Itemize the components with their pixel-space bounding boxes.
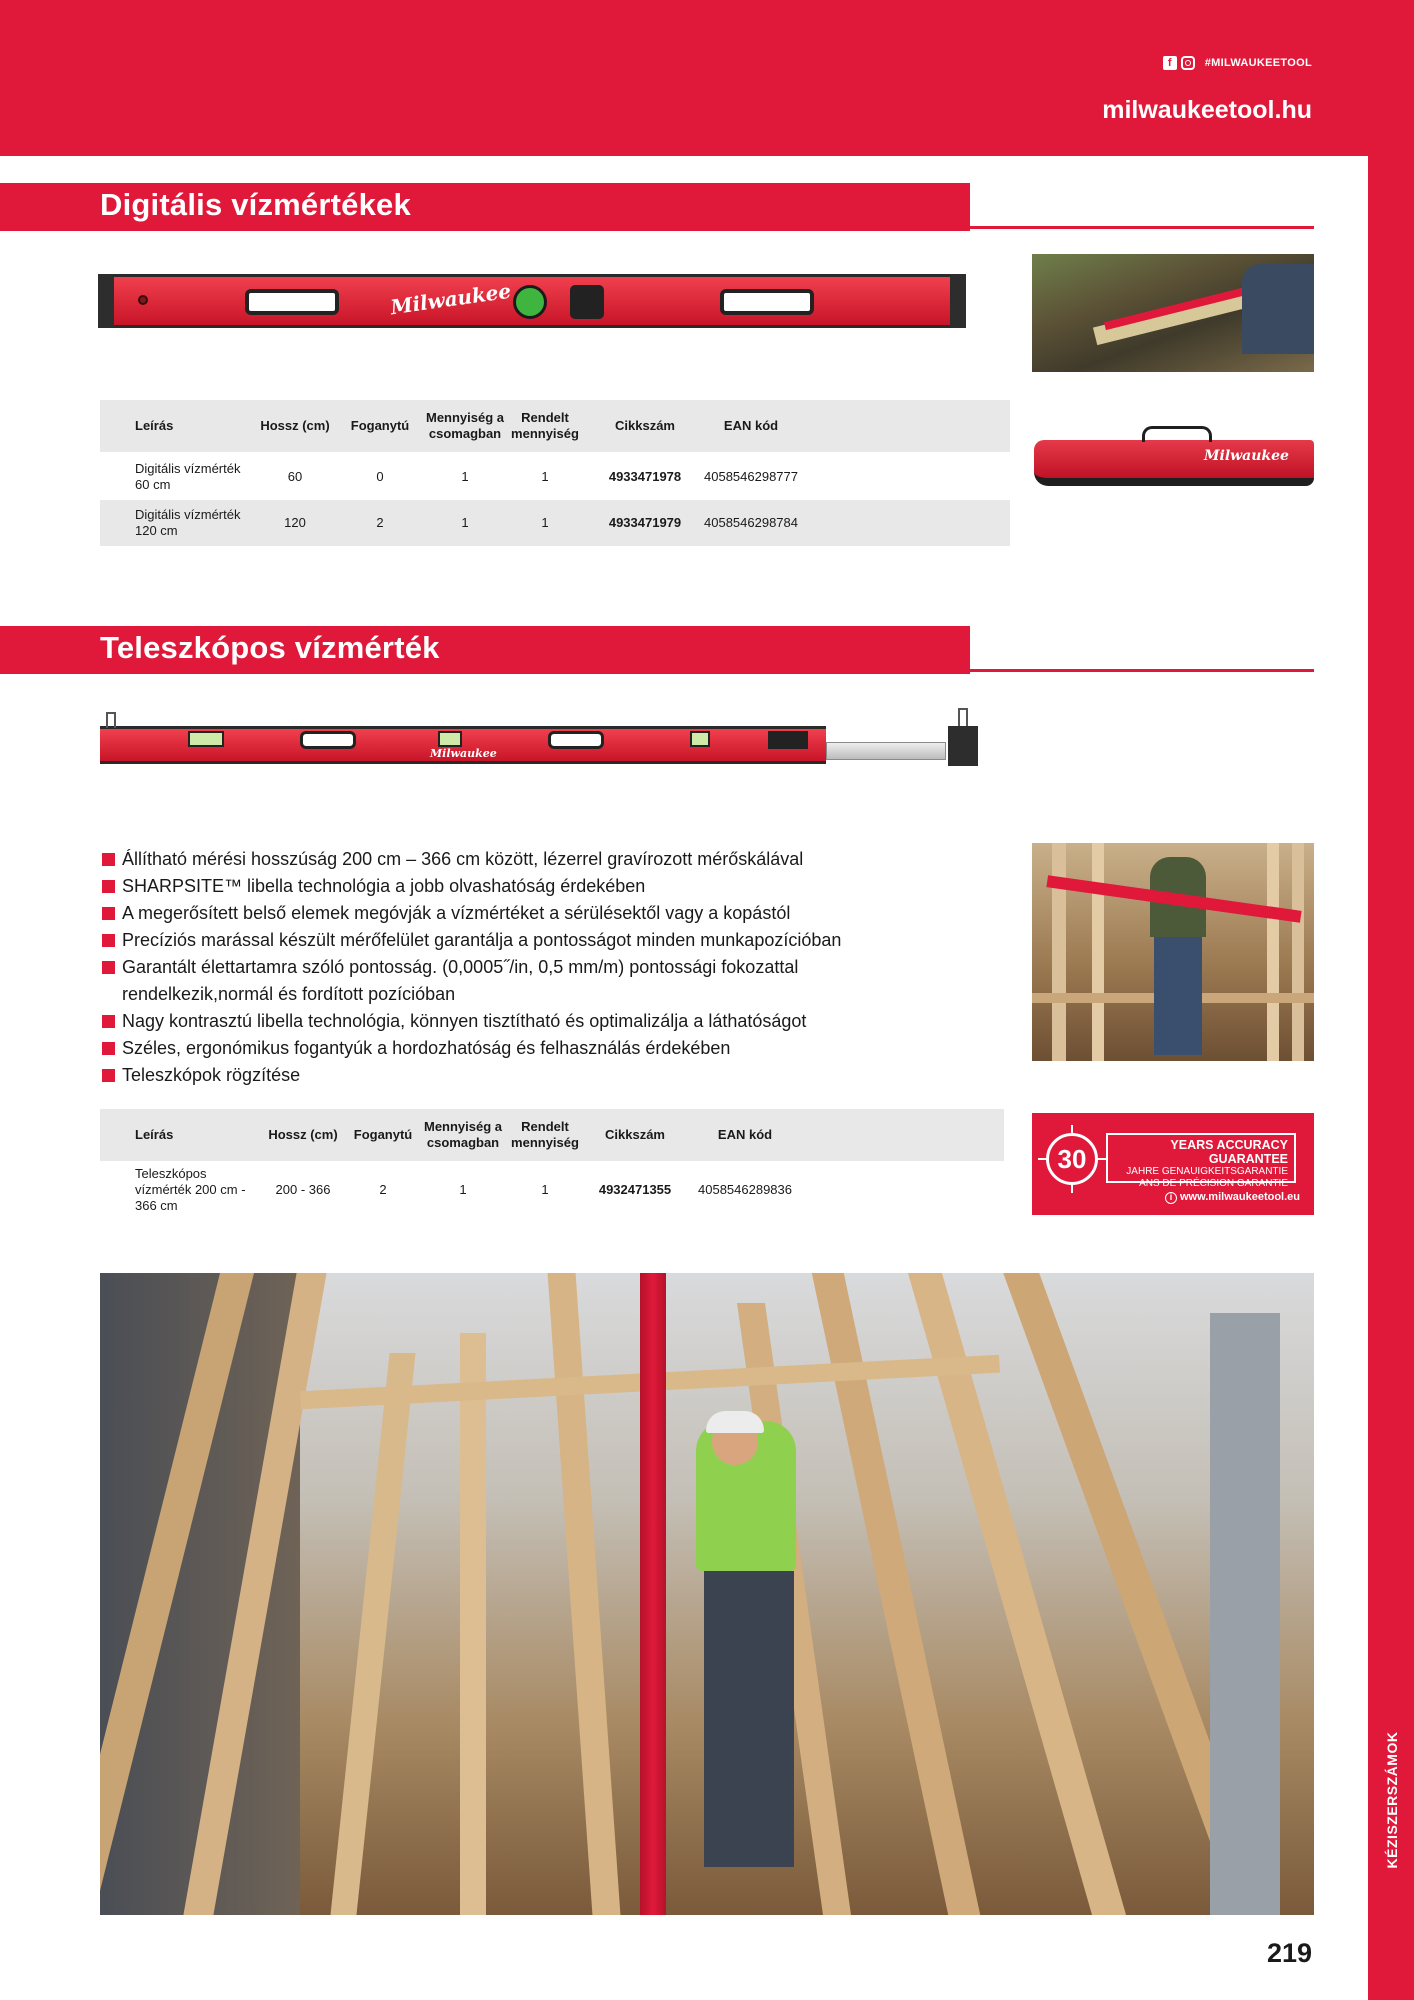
col-header: Mennyiség a csomagban [423,1119,503,1150]
col-header: Leírás [135,418,174,433]
table-cell: 1 [461,469,469,484]
table-cell: 0 [376,469,384,484]
badge-url[interactable]: i www.milwaukeetool.eu [1165,1191,1300,1204]
page-number: 219 [1266,1938,1312,1968]
accuracy-guarantee-badge [1032,1113,1314,1215]
table-cell-ean: 4058546289836 [698,1182,792,1197]
table-cell-sku: 4932471355 [598,1182,672,1197]
table-cell: 200 - 366 [275,1182,331,1197]
table-cell-sku: 4933471979 [608,515,682,530]
feature-item: Nagy kontrasztú libella technológia, könnyen tisztítható és optimalizálja a láthatóságot [102,1008,1002,1035]
feature-item: SHARPSITE™ libella technológia a jobb olvashatóság érdekében [102,873,1002,900]
website-link[interactable]: milwaukeetool.hu [1102,96,1312,124]
col-header: Foganytú [353,1127,413,1142]
table-cell-ean: 4058546298777 [704,469,798,484]
feature-item: A megerősített belső elemek megóvják a vízmértéket a sérülésektől vagy a kopástól [102,900,1002,927]
table-cell: 2 [376,515,384,530]
table-cell: 60 [287,469,303,484]
table-cell: 1 [461,515,469,530]
table-cell-sku: 4933471978 [608,469,682,484]
col-header: Cikkszám [615,418,675,433]
photo-worker-with-telescopic-level [100,1273,1314,1915]
feature-item: Széles, ergonómikus fogantyúk a hordozhatóság és felhasználás érdekében [102,1035,1002,1062]
feature-item: Állítható mérési hosszúság 200 cm – 366 cm között, lézerrel gravírozott mérőskálával [102,846,1002,873]
instagram-icon[interactable] [1181,56,1195,70]
col-header: Leírás [135,1127,174,1142]
col-header: Rendelt mennyiség [511,1119,579,1150]
table-cell-description: Teleszkópos vízmérték 200 cm - 366 cm [135,1166,246,1213]
col-header: EAN kód [723,418,779,433]
section-title: Digitális vízmértékek [100,187,411,222]
info-icon: i [1165,1192,1177,1204]
table-cell-description: Digitális vízmérték 60 cm [135,461,241,492]
col-header: EAN kód [717,1127,773,1142]
header-band [0,0,1414,156]
brand-logo: Milwaukee [388,278,513,320]
table-cell: 1 [541,515,549,530]
table-cell: 2 [379,1182,387,1197]
col-header: Foganytú [350,418,410,433]
feature-item: Precíziós marással készült mérőfelület garantálja a pontosságot minden munkapozícióban [102,927,1002,954]
photo-worker-carrying-level [1032,843,1314,1061]
table-cell: 1 [541,1182,549,1197]
carry-bag-image: Milwaukee [1034,440,1314,486]
feature-list [102,846,1002,1089]
guarantee-years: 30 [1046,1133,1098,1185]
telescopic-level-image: Milwaukee [100,712,980,768]
feature-item: Garantált élettartamra szóló pontosság. (0,0005˝/in, 0,5 mm/m) pontossági fokozattal rendelkezik,normál és fordított pozícióban [102,954,872,1008]
hashtag: #MILWAUKEETOOL [1204,57,1312,69]
badge-line: JAHRE GENAUIGKEITSGARANTIE [1126,1166,1288,1177]
side-band [1368,156,1414,2000]
table-cell-ean: 4058546298784 [704,515,798,530]
digital-level-image [100,274,964,328]
section-divider [970,669,1314,672]
product-table-telescopic [100,1109,1004,1219]
table-cell-description: Digitális vízmérték 120 cm [135,507,241,538]
col-header: Hossz (cm) [260,418,330,433]
product-table-digital [100,400,1010,548]
side-category-label: KÉZISZERSZÁMOK [1384,1731,1400,1869]
section-title: Teleszkópos vízmérték [100,630,440,665]
photo-level-in-trench [1032,254,1314,372]
table-cell: 1 [541,469,549,484]
col-header: Mennyiség a csomagban [425,410,505,441]
facebook-icon[interactable]: f [1163,56,1177,70]
feature-item: Teleszkópok rögzítése [102,1062,1002,1089]
section-header-telescopic [0,626,970,674]
social-links [1163,56,1312,70]
col-header: Cikkszám [605,1127,665,1142]
badge-line: ANS DE PRÉCISION GARANTIE [1139,1178,1288,1189]
table-cell: 120 [284,515,306,530]
col-header: Hossz (cm) [268,1127,338,1142]
col-header: Rendelt mennyiség [511,410,579,441]
section-divider [970,226,1314,229]
table-cell: 1 [459,1182,467,1197]
badge-line: YEARS ACCURACY GUARANTEE [1170,1138,1288,1166]
section-header-digital [0,183,970,231]
